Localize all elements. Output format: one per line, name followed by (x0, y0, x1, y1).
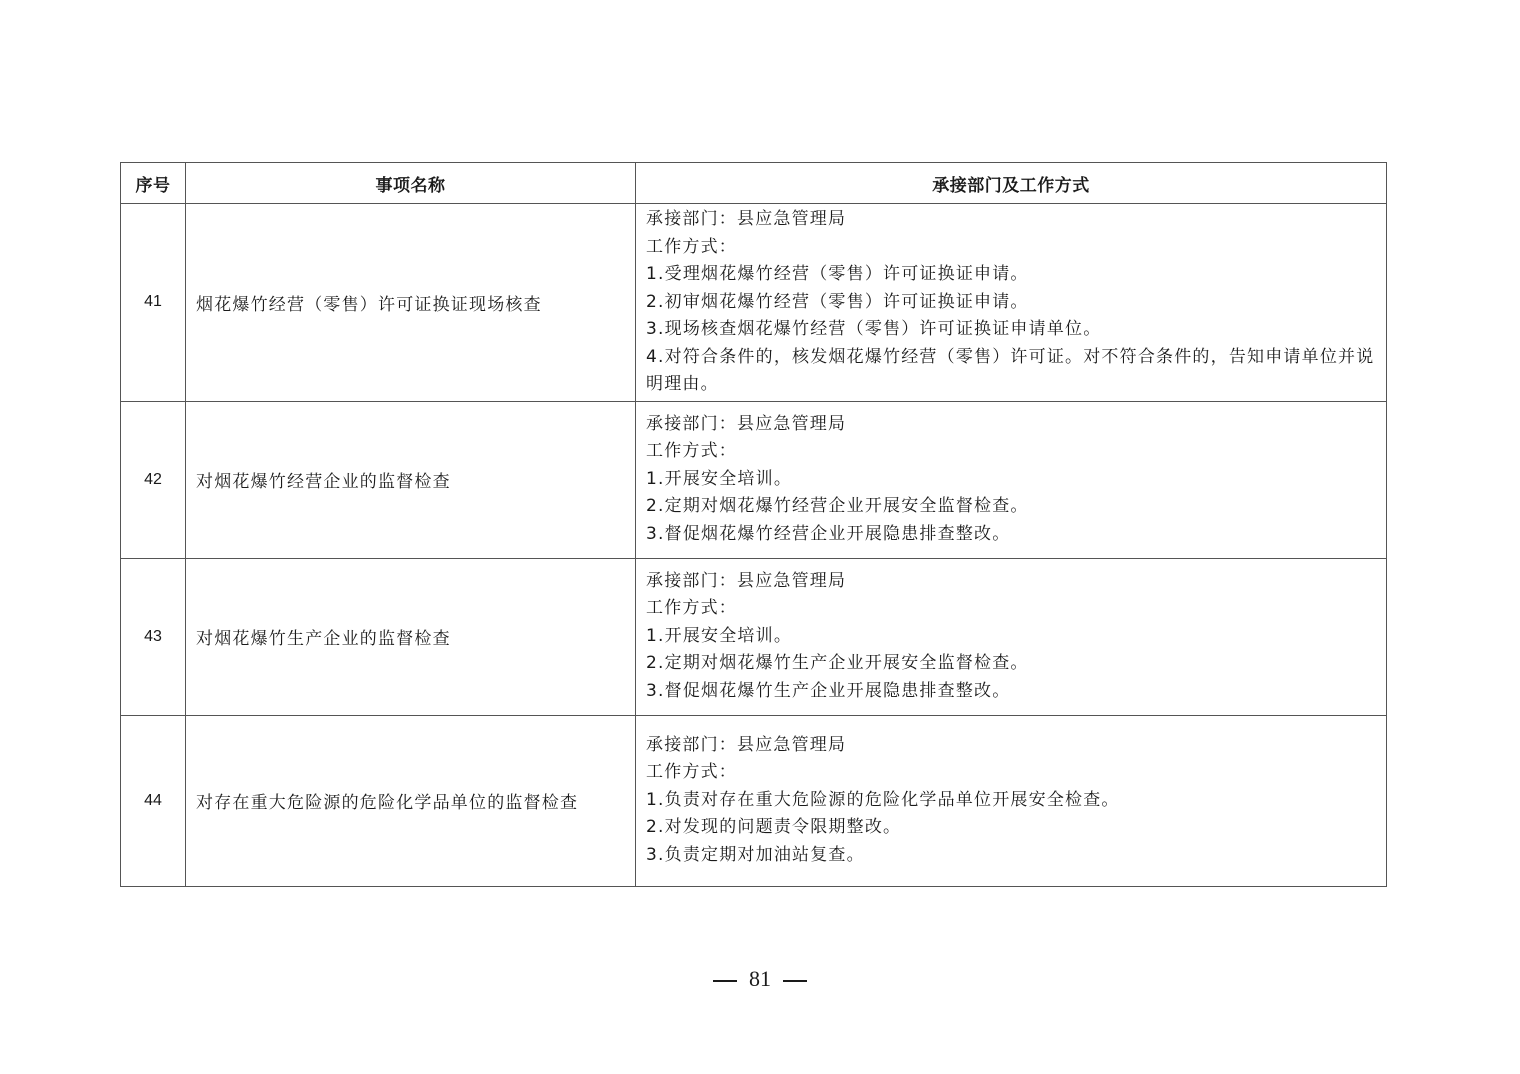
row-department-method (636, 715, 1387, 886)
row-serial-number: 44 (121, 715, 186, 886)
row-item-name: 对烟花爆竹生产企业的监督检查 (186, 558, 636, 715)
department-line: 承接部门：县应急管理局 (646, 734, 847, 755)
method-step: 1.受理烟花爆竹经营（零售）许可证换证申请。 (646, 264, 1029, 284)
table-row (121, 401, 1387, 558)
header-serial-number: 序号 (121, 163, 186, 204)
footer-dash-right (783, 980, 807, 982)
method-step: 1.负责对存在重大危险源的危险化学品单位开展安全检查。 (646, 789, 1120, 810)
row-serial-number: 42 (121, 401, 186, 558)
row-item-name: 烟花爆竹经营（零售）许可证换证现场核查 (186, 204, 636, 402)
table-row (121, 715, 1387, 886)
page-footer (0, 966, 1520, 992)
row-serial-number: 41 (121, 204, 186, 402)
footer-dash-left (713, 980, 737, 982)
method-label: 工作方式： (646, 441, 737, 462)
row-serial-number: 43 (121, 558, 186, 715)
row-item-name: 对存在重大危险源的危险化学品单位的监督检查 (186, 715, 636, 886)
method-step: 1.开展安全培训。 (646, 468, 793, 489)
header-department-method: 承接部门及工作方式 (636, 163, 1387, 204)
method-label: 工作方式： (646, 236, 737, 257)
method-step: 3.负责定期对加油站复查。 (646, 844, 865, 865)
method-step: 2.初审烟花爆竹经营（零售）许可证换证申请。 (646, 291, 1029, 312)
department-line: 承接部门：县应急管理局 (646, 413, 847, 434)
row-department-method (636, 558, 1387, 715)
page-number: 81 (749, 966, 771, 991)
department-line: 承接部门：县应急管理局 (646, 570, 847, 591)
items-table (120, 162, 1387, 887)
method-step: 4.对符合条件的，核发烟花爆竹经营（零售）许可证。对不符合条件的，告知申请单位并说明理由。 (646, 346, 1375, 394)
row-department-method (636, 204, 1387, 402)
table-header-row (121, 163, 1387, 204)
method-step: 2.定期对烟花爆竹生产企业开展安全监督检查。 (646, 653, 1029, 674)
table-row (121, 558, 1387, 715)
row-item-name: 对烟花爆竹经营企业的监督检查 (186, 401, 636, 558)
header-item-name: 事项名称 (186, 163, 636, 204)
method-step: 3.督促烟花爆竹生产企业开展隐患排查整改。 (646, 680, 1011, 701)
department-line: 承接部门：县应急管理局 (646, 209, 847, 229)
row-department-method (636, 401, 1387, 558)
method-label: 工作方式： (646, 598, 737, 619)
method-step: 1.开展安全培训。 (646, 625, 793, 646)
method-label: 工作方式： (646, 762, 737, 783)
method-step: 3.现场核查烟花爆竹经营（零售）许可证换证申请单位。 (646, 319, 1102, 339)
method-step: 2.对发现的问题责令限期整改。 (646, 817, 902, 838)
method-step: 2.定期对烟花爆竹经营企业开展安全监督检查。 (646, 496, 1029, 517)
method-step: 3.督促烟花爆竹经营企业开展隐患排查整改。 (646, 523, 1011, 544)
table-row (121, 204, 1387, 402)
